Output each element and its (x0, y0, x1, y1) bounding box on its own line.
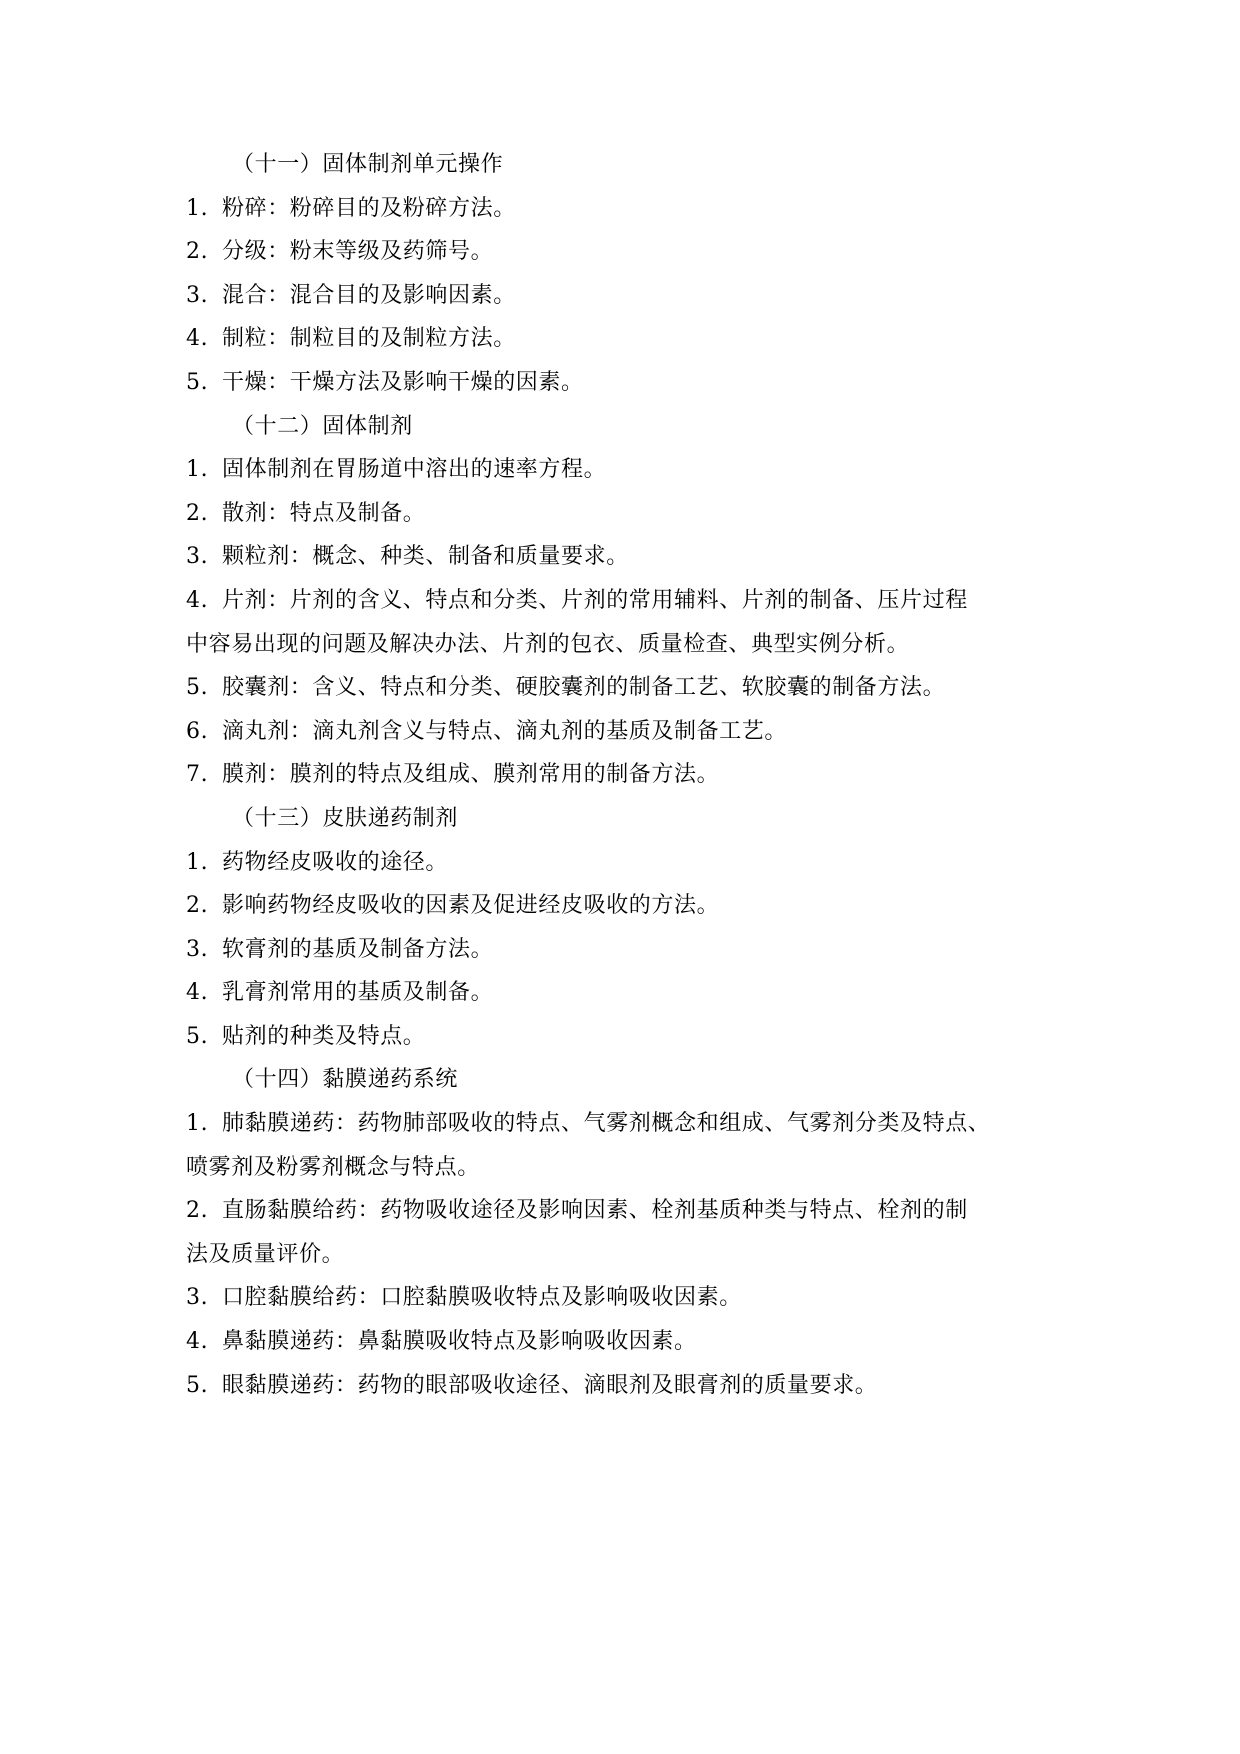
item-text: 颗粒剂：概念、种类、制备和质量要求。 (222, 544, 629, 570)
item-number: 2. (186, 239, 209, 265)
list-item (186, 1364, 1056, 1408)
list-item (186, 535, 1056, 579)
item-text: 影响药物经皮吸收的因素及促进经皮吸收的方法。 (222, 893, 720, 919)
item-text: 制粒：制粒目的及制粒方法。 (222, 326, 516, 352)
section-heading: （十一）固体制剂单元操作 (232, 152, 504, 177)
item-text: 干燥：干燥方法及影响干燥的因素。 (222, 369, 584, 395)
list-item (186, 1276, 1056, 1320)
list-item (186, 928, 1056, 972)
item-number: 4. (186, 587, 209, 613)
item-text: 肺黏膜递药：药物肺部吸收的特点、气雾剂概念和组成、气雾剂分类及特点、 (222, 1111, 991, 1137)
item-number: 1. (186, 195, 209, 221)
item-number: 2. (186, 500, 209, 526)
item-text: 粉碎：粉碎目的及粉碎方法。 (222, 195, 516, 221)
item-number: 4. (186, 980, 209, 1006)
item-number: 5. (186, 1372, 209, 1398)
item-number: 3. (186, 544, 209, 570)
item-number: 2. (186, 893, 209, 919)
list-item (186, 710, 1056, 754)
section-heading: （十四）黏膜递药系统 (232, 1067, 459, 1093)
item-text: 分级：粉末等级及药筛号。 (222, 239, 494, 265)
list-item-continuation: 法及质量评价。 (186, 1241, 345, 1267)
list-item (186, 492, 1056, 536)
item-text: 软膏剂的基质及制备方法。 (222, 936, 494, 962)
item-text: 鼻黏膜递药：鼻黏膜吸收特点及影响吸收因素。 (222, 1329, 697, 1355)
list-item (186, 884, 1056, 928)
item-text: 药物经皮吸收的途径。 (222, 849, 449, 875)
item-number: 7. (186, 762, 209, 788)
item-number: 4. (186, 326, 209, 352)
item-number: 3. (186, 936, 209, 962)
item-text: 贴剂的种类及特点。 (222, 1023, 426, 1049)
section-14 (186, 1058, 1056, 1407)
list-item (186, 1015, 1056, 1059)
item-number: 5. (186, 1023, 209, 1049)
item-text: 滴丸剂：滴丸剂含义与特点、滴丸剂的基质及制备工艺。 (222, 718, 788, 744)
list-item (186, 1102, 1056, 1146)
list-item (186, 666, 1056, 710)
item-text: 眼黏膜递药：药物的眼部吸收途径、滴眼剂及眼膏剂的质量要求。 (222, 1372, 878, 1398)
list-item-continuation: 中容易出现的问题及解决办法、片剂的包衣、质量检查、典型实例分析。 (186, 631, 910, 657)
list-item (186, 230, 1056, 274)
section-heading: （十二）固体制剂 (232, 413, 413, 439)
list-item (186, 841, 1056, 885)
list-item (186, 579, 1056, 623)
document-page (186, 143, 1056, 1407)
item-number: 6. (186, 718, 209, 744)
section-heading: （十三）皮肤递药制剂 (232, 805, 459, 831)
list-item (186, 1189, 1056, 1233)
item-text: 口腔黏膜给药：口腔黏膜吸收特点及影响吸收因素。 (222, 1285, 742, 1311)
item-text: 膜剂：膜剂的特点及组成、膜剂常用的制备方法。 (222, 762, 720, 788)
list-item (186, 274, 1056, 318)
item-text: 散剂：特点及制备。 (222, 500, 426, 526)
item-text: 片剂：片剂的含义、特点和分类、片剂的常用辅料、片剂的制备、压片过程 (222, 587, 968, 613)
list-item (186, 187, 1056, 231)
item-text: 混合：混合目的及影响因素。 (222, 282, 516, 308)
section-11 (186, 143, 1056, 405)
list-item (186, 317, 1056, 361)
list-item (186, 753, 1056, 797)
item-number: 3. (186, 282, 209, 308)
item-text: 直肠黏膜给药：药物吸收途径及影响因素、栓剂基质种类与特点、栓剂的制 (222, 1198, 968, 1224)
item-text: 固体制剂在胃肠道中溶出的速率方程。 (222, 457, 607, 483)
item-text: 胶囊剂：含义、特点和分类、硬胶囊剂的制备工艺、软胶囊的制备方法。 (222, 675, 946, 701)
item-number: 1. (186, 849, 209, 875)
section-13 (186, 797, 1056, 1059)
list-item (186, 448, 1056, 492)
item-number: 5. (186, 675, 209, 701)
item-number: 4. (186, 1329, 209, 1355)
item-number: 1. (186, 1111, 209, 1137)
item-text: 乳膏剂常用的基质及制备。 (222, 980, 494, 1006)
list-item-continuation: 喷雾剂及粉雾剂概念与特点。 (186, 1154, 480, 1180)
item-number: 3. (186, 1285, 209, 1311)
item-number: 1. (186, 457, 209, 483)
item-number: 2. (186, 1198, 209, 1224)
list-item (186, 1320, 1056, 1364)
item-number: 5. (186, 369, 209, 395)
section-12 (186, 405, 1056, 797)
list-item (186, 971, 1056, 1015)
list-item (186, 361, 1056, 405)
